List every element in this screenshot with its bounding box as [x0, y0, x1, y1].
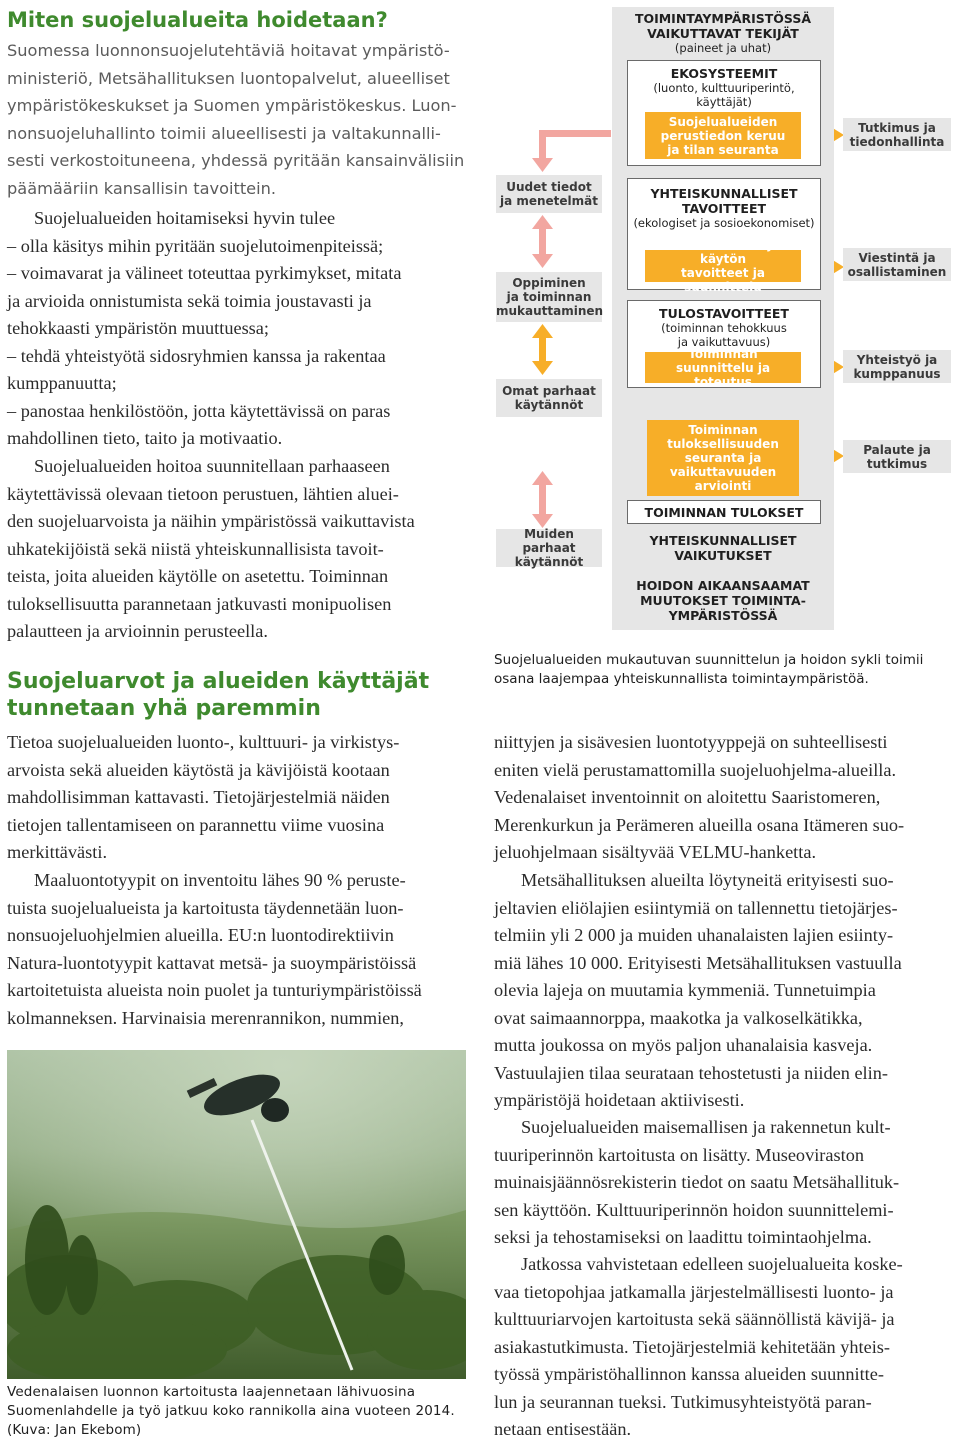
text-line: kolmanneksen. Harvinaisia merenrannikon, nummien, — [7, 1007, 405, 1028]
text-line: tehokkaasti ympäristön muuttuessa; — [7, 318, 269, 338]
list-item: – tehdä yhteistyötä sidosryhmien kanssa ja rakentaa — [7, 345, 386, 366]
text-line: olevia lajeja on muutamia kymmeniä. Tunnetuimpia — [494, 980, 876, 1000]
text-line: Merenkurkun ja Perämeren alueilla osana Itämeren suo- — [494, 814, 905, 835]
text-line: tietojen tallentamiseen on parannettu viime vuosina — [7, 814, 385, 835]
caption-line: Suomenlahdelle ja työ jatkuu koko rannikolla aina vuoteen 2014. — [7, 1403, 455, 1419]
intro-paragraph — [7, 37, 482, 202]
box-line: Toiminnan — [688, 346, 758, 361]
text-line: jeluohjelmaan sisältyvää VELMU-hanketta. — [494, 842, 817, 862]
text-line: netaan entisestään. — [494, 1419, 632, 1439]
text-line: Suomessa luonnonsuojelutehtäviä hoitavat ympäristö- — [7, 41, 450, 60]
text-line: asiakastutkimusta. Tietojärjestelmiä kehitetään yhteis- — [494, 1336, 891, 1357]
box-line: arviointi — [694, 479, 752, 493]
panel-title — [612, 11, 834, 55]
text-line: lun ja seurannan tueksi. Tutkimusyhteistyötä paran- — [494, 1391, 872, 1412]
box-line: perustiedon keruu — [660, 128, 786, 143]
text-line: tuista suojelualueista ja kartoitusta täydennetään luon- — [7, 897, 404, 918]
text-line: Maaluontotyypit on inventoitu lähes 90 % peruste- — [34, 870, 406, 890]
box-line: ja toiminnan — [506, 290, 592, 304]
impacts-heading — [612, 533, 834, 563]
results-box — [627, 500, 821, 524]
knowledge-paragraph — [7, 729, 482, 867]
box-line: Oppiminen — [512, 276, 586, 290]
right-paragraph-1 — [494, 729, 956, 867]
text-line: niittyjen ja sisävesien luontotyyppejä on suhteellisesti — [494, 732, 888, 752]
text-line: kumppanuutta; — [7, 373, 117, 393]
ecosystem-heading — [627, 66, 821, 109]
text-line: vaa tietopohjaa jatkamalla järjestelmällisesti luonto- ja — [494, 1281, 894, 1302]
goals-planning-box — [645, 238, 801, 294]
panel-subtitle: (paineet ja uhat) — [674, 41, 772, 55]
caption-line: (Kuva: Jan Ekebom) — [7, 1422, 142, 1438]
text-line: miä lähes 10 000. Erityisesti Metsähallituksen vastuulla — [494, 952, 902, 973]
box-line: Toiminnan — [688, 423, 758, 437]
box-line: Alueen hoidon ja käytön — [666, 238, 780, 266]
others-best-practices-box — [496, 529, 602, 567]
text-line: Vastuulajien tilaa seurataan tehostetusti ja niiden elin- — [494, 1062, 888, 1083]
title-line: TOIMINTAYMPÄRISTÖSSÄ — [634, 11, 812, 26]
planning-implementation-box — [645, 346, 801, 389]
text-line: mahdollisimman kattavasti. Tietojärjestelmiä näiden — [7, 787, 390, 807]
text-line: palautteen ja arvioinnin perusteella. — [7, 621, 268, 641]
list-item: – voimavarat ja välineet toteuttaa pyrkimykset, mitata — [7, 263, 402, 283]
learning-box — [496, 272, 602, 322]
box-line: Tutkimus ja — [858, 120, 936, 135]
text-line: nonsuojeluohjelmien alueilla. EU:n luontodirektiivin — [7, 925, 394, 945]
cooperation-box — [843, 350, 951, 383]
changes-title-line: YMPÄRISTÖSSÄ — [668, 608, 778, 623]
text-line: Suojelualueiden maisemallisen ja rakennetun kult- — [521, 1117, 891, 1137]
box-line: tavoitteet ja suunnittelu — [681, 266, 765, 294]
text-line: Tietoa suojelualueiden luonto-, kulttuuri- ja virkistys- — [7, 732, 400, 752]
subsection-heading — [7, 668, 477, 722]
box-line: seuranta ja — [684, 451, 762, 465]
list-item: – olla käsitys mihin pyritään suojelutoimenpiteissä; — [7, 235, 384, 256]
text-line: kulttuuriarvojen kartoitusta sekä säännöllistä kävijä- ja — [494, 1309, 895, 1329]
societal-sub: (ekologiset ja sosioekonomiset) — [633, 216, 815, 230]
list-item: – panostaa henkilöstöön, jotta käytettävissä on paras — [7, 400, 391, 421]
text-line: käytettävissä olevaan tietoon perustuen, lähtien aluei- — [7, 483, 399, 504]
box-line: tuloksellisuuden — [667, 437, 779, 451]
ecosystem-sub-line: (luonto, kulttuuriperintö, — [653, 81, 795, 95]
box-line: Viestintä ja — [858, 250, 936, 265]
heading-line: Suojeluarvot ja alueiden käyttäjät — [7, 669, 430, 694]
text-line: seksi ja tehostamiseksi on laadittu toimintaohjelma. — [494, 1227, 872, 1247]
habitat-paragraph — [7, 867, 482, 1032]
societal-title-line: YHTEISKUNNALLISET — [650, 186, 798, 201]
research-box — [843, 118, 951, 151]
planning-paragraph — [7, 453, 482, 646]
box-line: vaikuttavuuden — [669, 465, 777, 479]
box-line: suunnittelu ja toteutus — [675, 360, 771, 389]
changes-title-line: MUUTOKSET TOIMINTA- — [640, 593, 806, 608]
results-goals-sub-line: (toiminnan tehokkuus — [661, 321, 787, 335]
text-line: sen käyttöön. Kulttuuriperinnön hoidon suunnittelemi- — [494, 1199, 894, 1220]
text-line: eniten vielä perustamattomilla suojeluohjelma-alueilla. — [494, 759, 897, 780]
caption-line: Vedenalaisen luonnon kartoitusta laajennetaan lähivuosina — [7, 1384, 416, 1400]
text-line: uhkatekijöistä sekä niistä yhteiskunnallisista tavoit- — [7, 538, 384, 559]
box-line: Uudet tiedot — [506, 180, 592, 194]
text-line: den suojeluarvoista ja näihin ympäristössä vaikuttavista — [7, 511, 415, 531]
text-line: Vedenalaiset inventoinnit on aloitettu Saaristomeren, — [494, 787, 881, 807]
management-list-paragraph — [7, 205, 482, 453]
results-goals-sub-line: ja vaikuttavuus) — [677, 335, 771, 349]
text-line: tuloksellisuutta parannetaan jatkuvasti monipuolisen — [7, 593, 392, 614]
societal-title-line: TAVOITTEET — [681, 201, 767, 216]
text-line: arvoista sekä alueiden käytöstä ja kävijöistä kootaan — [7, 759, 390, 780]
text-line: mahdollinen tieto, taito ja motivaatio. — [7, 428, 283, 448]
feedback-box — [843, 440, 951, 473]
text-line: Natura-luontotyypit kattavat metsä- ja suoympäristöissä — [7, 952, 417, 973]
text-line: telmiin yli 2 000 ja muiden uhanalaisten lajien esiinty- — [494, 925, 894, 945]
text-line: jeltavien eliölajien esiintymiä on tallennettu tietojärjes- — [494, 897, 898, 918]
box-line: kumppanuus — [853, 366, 941, 381]
box-line: Muiden parhaat — [522, 527, 576, 555]
right-paragraph-4 — [494, 1251, 956, 1444]
impacts-title-line: VAIKUTUKSET — [674, 548, 772, 563]
right-paragraph-2 — [494, 867, 956, 1115]
ecosystem-title: EKOSYSTEEMIT — [670, 66, 778, 81]
underwater-diver-photo — [7, 1050, 466, 1379]
evaluation-box — [647, 420, 799, 496]
text-line: teista, joita alueiden käytölle on asetettu. Toiminnan — [7, 566, 389, 586]
box-line: ja menetelmät — [499, 194, 599, 208]
box-line: tiedonhallinta — [849, 134, 945, 149]
text-line: ovat saimaannorppa, maakotka ja valkoselkätikka, — [494, 1007, 863, 1028]
text-line: Suojelualueiden hoitoa suunnitellaan parhaaseen — [34, 456, 390, 476]
text-line: työssä ympäristöhallinnon kanssa alueiden suunnitte- — [494, 1364, 884, 1384]
ecosystem-sub-line: käyttäjät) — [696, 95, 752, 109]
changes-title-line: HOIDON AIKAANSAAMAT — [636, 578, 810, 593]
caption-line: osana laajempaa yhteiskunnallista toimintaympäristöä. — [494, 671, 869, 687]
text-line: ja arvioida onnistumista sekä toimia joustavasti ja — [7, 290, 372, 311]
impacts-title-line: YHTEISKUNNALLISET — [649, 533, 797, 548]
text-line: mutta joukossa on myös paljon uhanalaisia kasveja. — [494, 1035, 873, 1055]
text-line: muinaisjäännösrekisterin tiedot on saatu Metsähallituk- — [494, 1172, 900, 1192]
text-line: ministeriö, Metsähallituksen luontopalvelut, alueelliset — [7, 68, 450, 88]
box-line: mukauttaminen — [496, 304, 604, 318]
text-line: päämääriin kansallisin tavoittein. — [7, 178, 277, 198]
box-line: Omat parhaat — [502, 384, 596, 398]
text-line: Jatkossa vahvistetaan edelleen suojelualueita koske- — [521, 1254, 903, 1274]
text-line: nonsuojeluhallinto toimii alueellisesti ja valtakunnalli- — [7, 123, 441, 143]
box-line: Yhteistyö ja — [856, 352, 938, 367]
text-line: ympäristöjä hoidetaan aktiivisesti. — [494, 1090, 745, 1110]
photo-caption — [7, 1383, 477, 1440]
box-line: ja tilan seuranta — [667, 142, 779, 157]
changes-heading — [612, 578, 834, 623]
text-line: Suojelualueiden hoitamiseksi hyvin tulee — [34, 208, 336, 228]
box-line: käytännöt — [514, 555, 584, 569]
heading-line: tunnetaan yhä paremmin — [7, 696, 321, 721]
box-line: käytännöt — [514, 398, 584, 412]
text-line: ympäristökeskukset ja Suomen ympäristökeskus. Luon- — [7, 96, 457, 115]
text-line: merkittävästi. — [7, 842, 108, 862]
photo-illustration — [7, 1050, 466, 1379]
text-line: Metsähallituksen alueilta löytyneitä erityisesti suo- — [521, 870, 894, 890]
section-heading: Miten suojelualueita hoidetaan? — [7, 8, 388, 32]
results-goals-heading — [627, 306, 821, 349]
box-line: Suojelualueiden — [668, 114, 778, 129]
results-title: TOIMINNAN TULOKSET — [644, 504, 804, 520]
box-line: Palaute ja — [863, 442, 931, 457]
basic-data-box — [645, 112, 801, 159]
right-paragraph-3 — [494, 1114, 956, 1252]
communication-box — [843, 248, 951, 281]
box-line: tutkimus — [866, 456, 928, 471]
text-line: sesti verkostoituneena, yhdessä pyritään kansainvälisiin — [7, 151, 465, 170]
new-knowledge-box — [496, 175, 602, 213]
caption-line: Suojelualueiden mukautuvan suunnittelun ja hoidon sykli toimii — [494, 652, 924, 668]
results-goals-title: TULOSTAVOITTEET — [659, 306, 789, 321]
societal-goals-heading — [620, 186, 828, 230]
diagram-caption — [494, 651, 956, 689]
text-line: tuuriperinnön kartoitusta on lisätty. Museoviraston — [494, 1144, 864, 1165]
title-line: VAIKUTTAVAT TEKIJÄT — [647, 26, 799, 41]
text-line: kartoitetuista alueista noin puolet ja tunturiympäristöissä — [7, 980, 422, 1000]
box-line: osallistaminen — [847, 264, 947, 279]
own-best-practices-box — [496, 379, 602, 417]
